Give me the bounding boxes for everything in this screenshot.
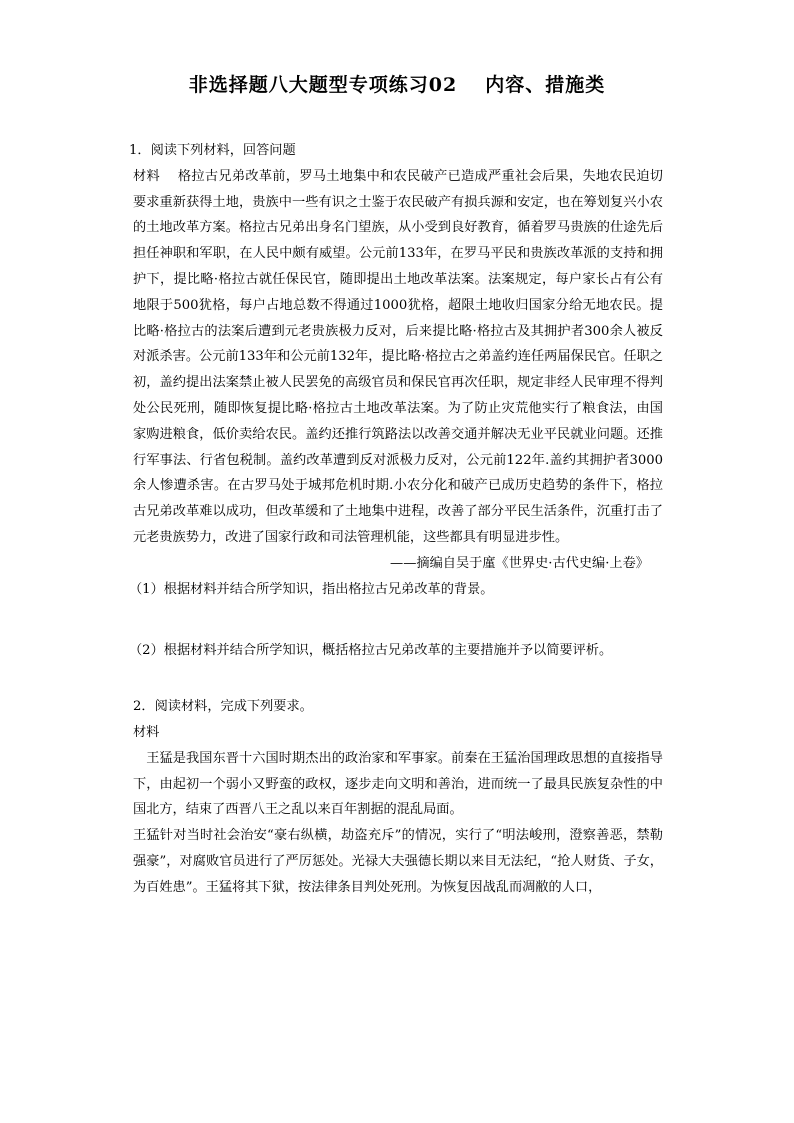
answer-space	[133, 664, 663, 694]
question-2-paragraph-1: 王猛是我国东晋十六国时期杰出的政治家和军事家。前秦在王猛治国理政思想的直接指导下，由起初一个弱小又野蛮的政权，逐步走向文明和善治，进而统一了最具民族复杂性的中国北方，结束了西晋八王之乱以来百年割据的混乱局面。	[133, 750, 663, 818]
question-2-paragraph-2: 王猛针对当时社会治安“豪右纵横，劫盗充斥”的情况，实行了“明法峻刑，澄察善恶，禁勒强豪”，对腐败官员进行了严厉惩处。光禄大夫强德长期以来目无法纪，“抢人财货、子女，为百姓患”。王猛将其下狱，按法律条目判处死刑。为恢复因战乱而凋敝的人口，	[133, 828, 663, 895]
question-1-source: ——摘编自吴于廑《世界史·古代史编·上卷》	[390, 555, 649, 571]
question-2-header: 2．阅读材料，完成下列要求。	[133, 699, 313, 715]
page-title	[0, 70, 794, 97]
question-1-header: 1．阅读下列材料，回答问题	[129, 143, 296, 158]
question-1-sub-2: （2）根据材料并结合所学知识，概括格拉古兄弟改革的主要措施并予以简要评析。	[129, 643, 613, 659]
answer-space	[133, 602, 663, 638]
question-2-material-label: 材料	[133, 724, 160, 740]
title-main: 非选择题八大题型专项练习02	[188, 74, 458, 96]
question-1-material: 材料 格拉古兄弟改革前，罗马土地集中和农民破产已造成严重社会后果，失地农民迫切要求重新获得土地，贵族中一些有识之士鉴于农民破产有损兵源和安定，也在筹划复兴小农的土地改革方案。格拉古兄弟出身名门望族，从小受到良好教育，循着罗马贵族的仕途先后担任神职和军职，在人民中颇有威望。公元前133年，在罗马平民和贵族改革派的支持和拥护下，提比略·格拉古就任保民官，随即提出土地改革法案。法案规定，每户家长占有公有地限于500犹格，每户占地总数不得通过1000犹格，超限土地收归国家分给无地农民。提比略·格拉古的法案后遭到元老贵族极力反对，后来提比略·格拉古及其拥护者300余人被反对派杀害。公元前133年和公元前132年，提比略·格拉古之弟盖约连任两届保民官。任职之初，盖约提出法案禁止被人民罢免的高级官员和保民官再次任职，规定非经人民审理不得判处公民死刑，随即恢复提比略·格拉古土地改革法案。为了防止灾荒他实行了粮食法，由国家购进粮食，低价卖给农民。盖约还推行筑路法以改善交通并解决无业平民就业问题。还推行军事法、行省包税制。盖约改革遭到反对派极力反对，公元前122年.盖约其拥护者3000余人惨遭杀害。在古罗马处于城邦危机时期.小农分化和破产已成历史趋势的条件下，格拉古兄弟改革难以成功，但改革缓和了土地集中进程，改善了部分平民生活条件，沉重打击了元老贵族势力，改进了国家行政和司法管理机能，这些都具有明显进步性。	[133, 168, 663, 545]
title-sub: 内容、措施类	[485, 74, 606, 96]
document-body	[129, 138, 663, 901]
question-1-sub-1: （1）根据材料并结合所学知识，指出格拉古兄弟改革的背景。	[129, 581, 494, 597]
